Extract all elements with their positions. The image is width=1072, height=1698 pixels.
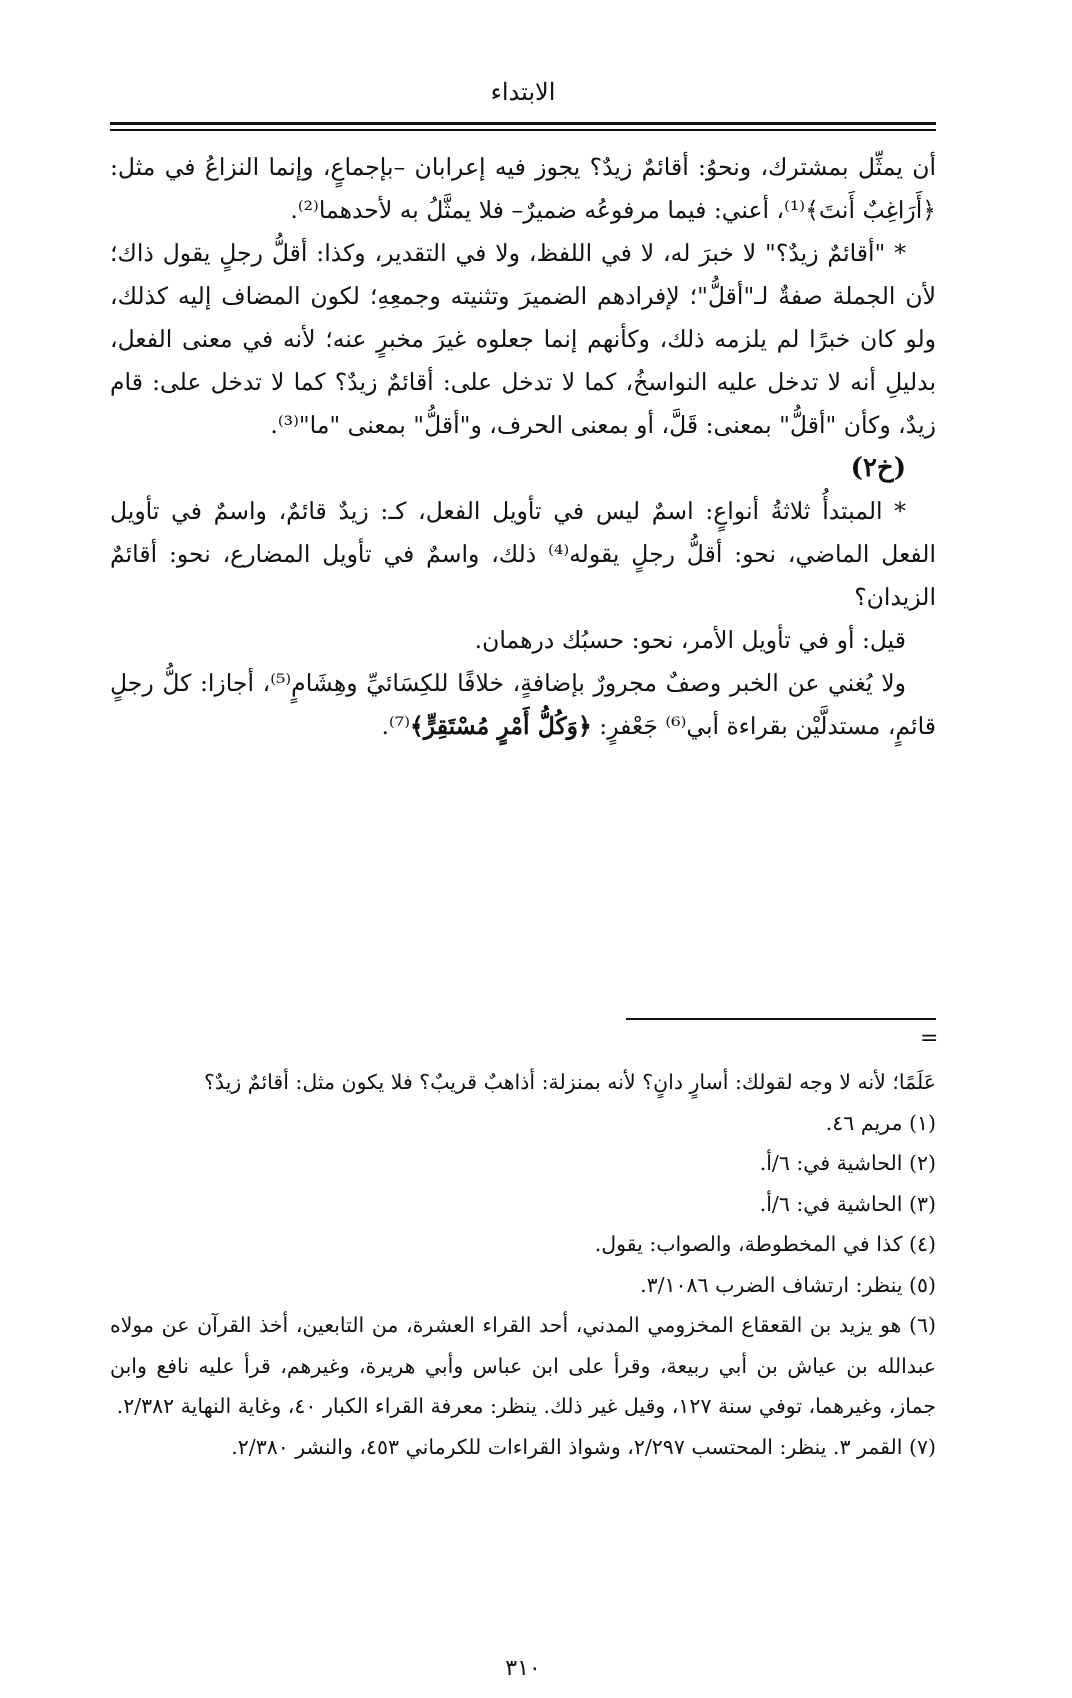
footnote-separator (626, 1018, 936, 1020)
header-rule-thin (110, 129, 936, 131)
footnote-5: (٥) ينظر: ارتشاف الضرب ٣/١٠٨٦. (640, 1272, 936, 1297)
footnote-7: (٧) القمر ٣. ينظر: المحتسب ٢/٢٩٧، وشواذ القراءات للكرماني ٤٥٣، والنشر ٢/٣٨٠. (231, 1434, 936, 1459)
paragraph-4: قيل: أو في تأويل الأمر، نحو: حسبُك درهمان. (474, 626, 906, 654)
footnote-6: (٦) هو يزيد بن القعقاع المخزومي المدني، أحد القراء العشرة، من التابعين، أخذ القرآن عن مولاه عبدالله بن عياش بن أبي ربيعة، وقرأ على ابن عباس وأبي هريرة، وغيرهم، قرأ عليه نافع وابن جماز، وغيرهما، توفي سنة ١٢٧، وقيل غير ذلك. ينظر: معرفة القراء الكبار ٤٠، وغاية النهاية ٢/٣٨٢. (110, 1313, 936, 1418)
paragraph-2: * "أقائمٌ زيدٌ؟" لا خبرَ له، لا في اللفظ، ولا في التقدير، وكذا: أقلُّ رجلٍ يقول ذاك؛ لأن الجملة صفةٌ لـ"أقلُّ"؛ لإفرادهم الضميرَ وتثنيته وجمعِهِ؛ لكون المضاف إليه كذلك، ولو كان خبرًا لم يلزمه ذلك، وكأنهم إنما جعلوه غيرَ مخبرٍ عنه؛ لأنه في معنى الفعل، بدليلِ أنه لا تدخل عليه النواسخُ، كما لا تدخل على: أقائمٌ زيدٌ؟ كما لا تدخل على: قام زيدٌ، وكأن "أقلُّ" بمعنى: قَلَّ، أو بمعنى الحرف، و"أقلُّ" بمعنى "ما"⁽³⁾. (110, 239, 936, 439)
paragraph-5 (110, 662, 936, 748)
footnote-1: (١) مريم ٤٦. (825, 1110, 936, 1135)
paragraph-3: * المبتدأُ ثلاثةُ أنواعٍ: اسمٌ ليس في تأويل الفعل، كـ: زيدٌ قائمٌ، واسمٌ في تأويل الفعل الماضي، نحو: أقلُّ رجلٍ يقوله⁽⁴⁾ ذلك، واسمٌ في تأويل المضارع، نحو: أقائمٌ الزيدان؟ (110, 497, 936, 611)
footnote-4: (٤) كذا في المخطوطة، والصواب: يقول. (594, 1232, 936, 1256)
footnotes (110, 1062, 936, 1467)
footnote-3: (٣) الحاشية في: ٦/أ. (759, 1191, 936, 1216)
paragraph-5-end: ⁽⁷⁾. (381, 712, 410, 740)
section-marker: (خ٢) (850, 453, 906, 483)
quran-verse: ﴿وَكُلُّ أَمْرٍ مُسْتَقِرٍّ﴾ (409, 712, 592, 740)
footnote-2: (٢) الحاشية في: ٦/أ. (759, 1151, 936, 1175)
footnote-continuation-mark: = (920, 1026, 939, 1051)
paragraph-5-start: ولا يُغني عن الخبر وصفٌ مجرورٌ بإضافةٍ، خلافًا للكِسَائيِّ وهِشَامٍ⁽⁵⁾، أجازا: كلُّ رجلٍ قائمٍ، مستدلَّيْن بقراءة أبي⁽⁶⁾ جَعْفرٍ: (110, 669, 936, 740)
paragraph-1: أن يمثِّل بمشترك، ونحوُ: أقائمٌ زيدٌ؟ يجوز فيه إعرابان –بإجماعٍ، وإنما النزاعُ في مثل: ﴿أَرَاغِبٌ أَنتَ﴾⁽¹⁾، أعني: فيما مرفوعُه ضميرٌ– فلا يمثَّلُ به لأحدهما⁽²⁾. (110, 153, 936, 224)
running-title: الابتداء (490, 78, 556, 106)
main-text (110, 146, 936, 748)
header-rule-thick (110, 122, 936, 125)
page-number: ٣١٠ (505, 1656, 541, 1681)
footnote-continuation: عَلَمًا؛ لأنه لا وجه لقولك: أسارٍ دانٍ؟ لأنه بمنزلة: أذاهبٌ قريبٌ؟ فلا يكون مثل: أقائمٌ زيدٌ؟ (204, 1070, 936, 1094)
